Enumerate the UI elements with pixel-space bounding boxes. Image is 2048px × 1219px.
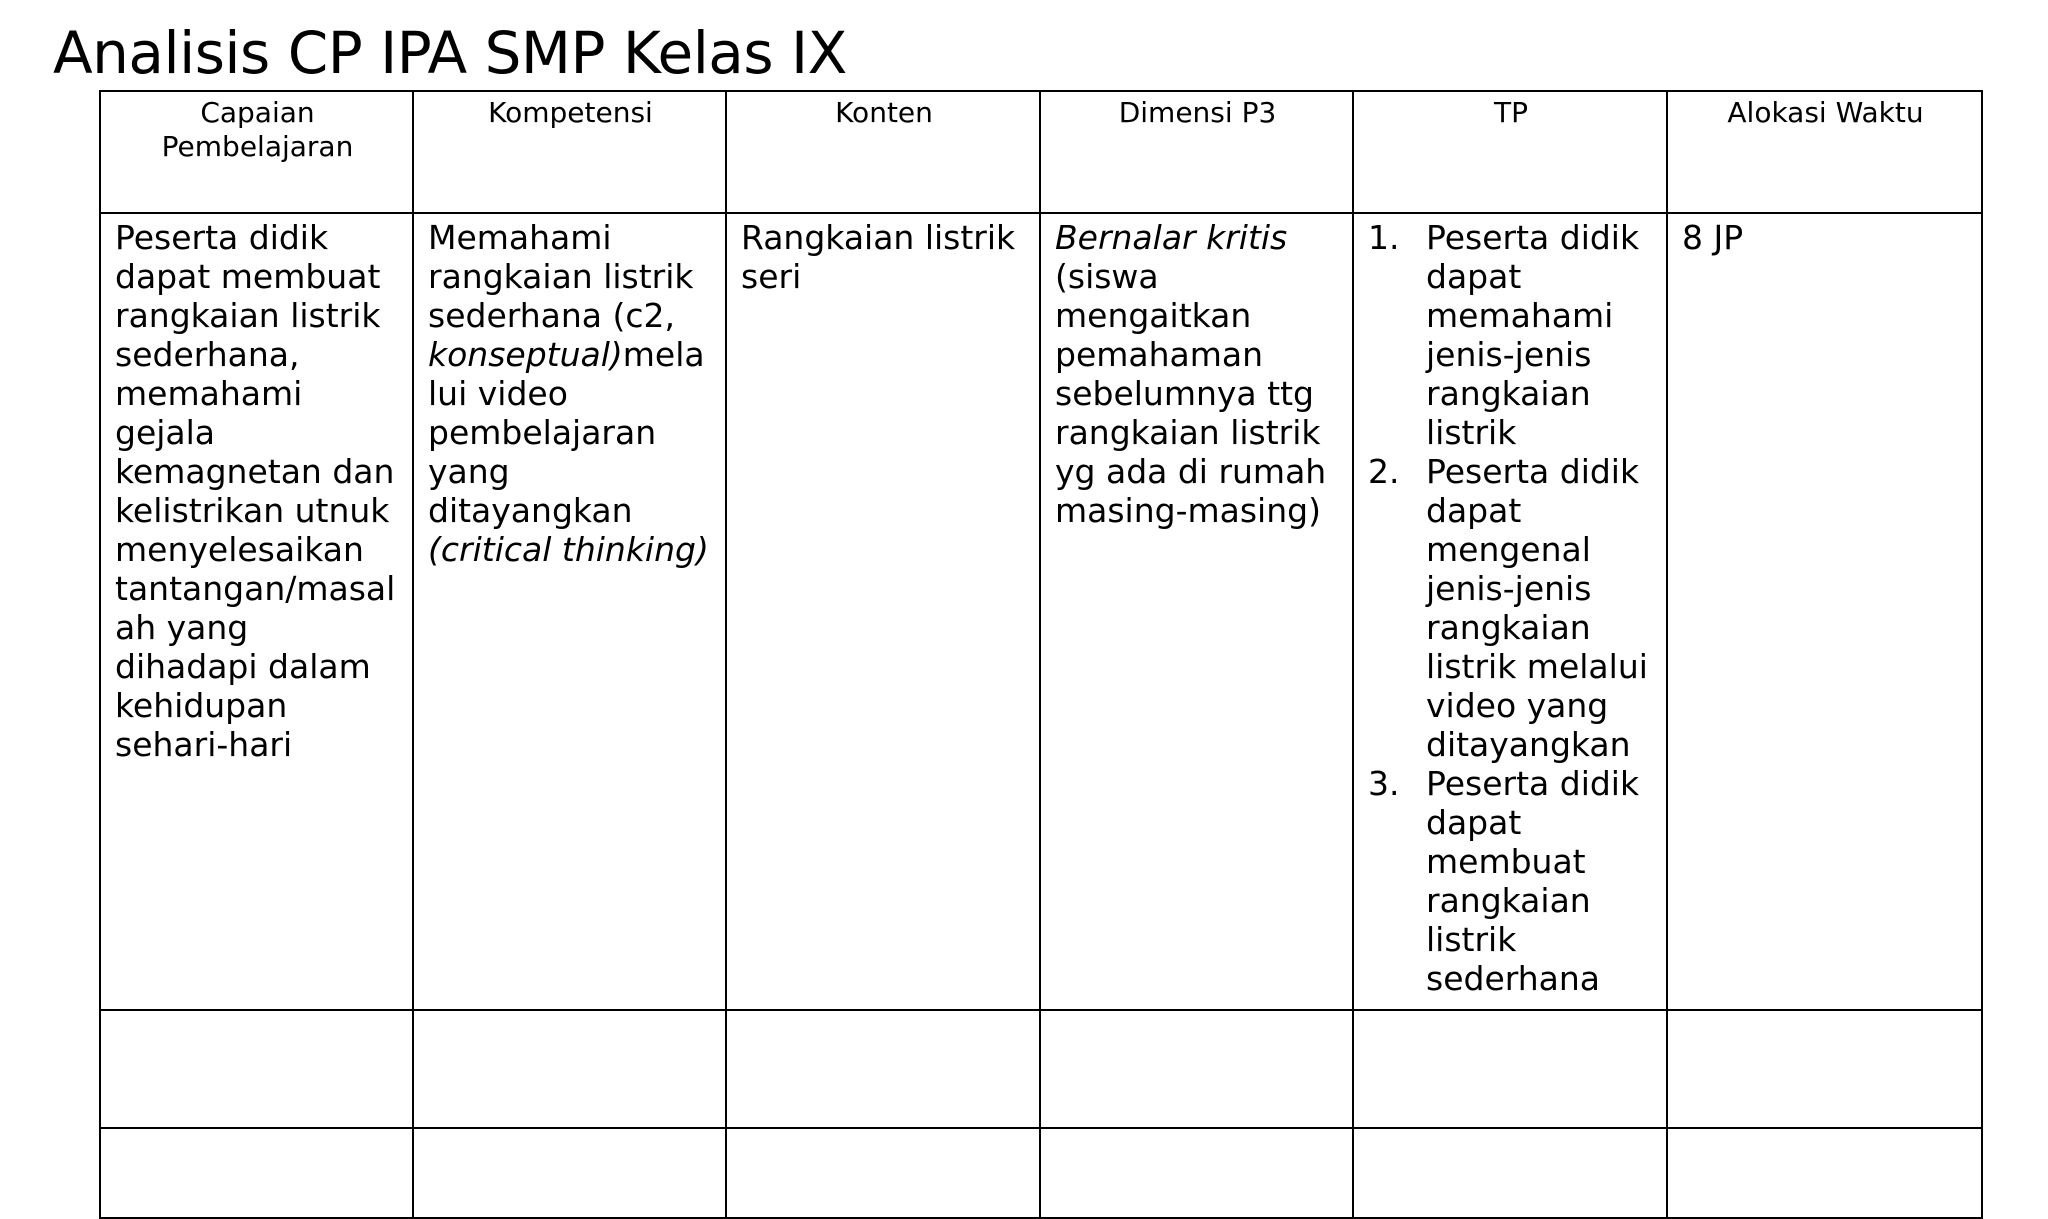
empty-cell	[726, 1010, 1040, 1128]
empty-cell	[100, 1010, 413, 1128]
table-row-empty	[100, 1010, 1982, 1128]
empty-cell	[726, 1128, 1040, 1218]
tp-list-item: Peserta didik dapat membuat rangkaian listrik sederhana	[1426, 764, 1640, 998]
cell-capaian	[100, 213, 413, 1010]
empty-cell	[413, 1128, 726, 1218]
konten-text: Rangkaian listrik seri	[741, 218, 1016, 296]
tp-list-item: Peserta didik dapat memahami jenis-jenis rangkaian listrik	[1426, 218, 1640, 452]
kompetensi-part-1: Memahami rangkaian listrik sederhana (c2,	[428, 218, 694, 335]
table-header-row	[100, 91, 1982, 213]
empty-cell	[1040, 1010, 1353, 1128]
header-kompetensi: Kompetensi	[413, 91, 726, 213]
dimensi-text	[1055, 218, 1340, 530]
cell-kompetensi	[413, 213, 726, 1010]
table-row-empty	[100, 1128, 1982, 1218]
dimensi-rest: (siswa mengaitkan pemahaman sebelumnya ttg rangkaian listrik yg ada di rumah masing-masing)	[1055, 257, 1327, 530]
empty-cell	[413, 1010, 726, 1128]
empty-cell	[1040, 1128, 1353, 1218]
tp-list-item: Peserta didik dapat mengenal jenis-jenis rangkaian listrik melalui video yang ditayangkan	[1426, 452, 1648, 764]
empty-cell	[1353, 1010, 1667, 1128]
cell-dimensi-p3	[1040, 213, 1353, 1010]
header-capaian-pembelajaran: Capaian Pembelajaran	[100, 91, 413, 213]
alokasi-text: 8 JP	[1682, 218, 1744, 257]
empty-cell	[1353, 1128, 1667, 1218]
tp-list	[1368, 218, 1654, 998]
header-alokasi-waktu: Alokasi Waktu	[1667, 91, 1982, 213]
header-konten: Konten	[726, 91, 1040, 213]
header-dimensi-p3: Dimensi P3	[1040, 91, 1353, 213]
cp-analysis-table	[99, 90, 1983, 1219]
capaian-text: Peserta didik dapat membuat rangkaian listrik sederhana, memahami gejala kemagnetan dan kelistrikan utnuk menyelesaikan tantangan/masalah yang dihadapi dalam kehidupan sehari-hari	[115, 218, 396, 764]
cell-konten	[726, 213, 1040, 1010]
kompetensi-part-4: (critical thinking)	[428, 530, 709, 569]
kompetensi-text	[428, 218, 713, 569]
empty-cell	[1667, 1010, 1982, 1128]
cell-alokasi-waktu	[1667, 213, 1982, 1010]
dimensi-italic: Bernalar kritis	[1055, 218, 1288, 257]
cell-tp	[1353, 213, 1667, 1010]
page-title: Analisis CP IPA SMP Kelas IX	[53, 19, 847, 87]
table-row	[100, 213, 1982, 1010]
kompetensi-part-2: konseptual)	[428, 335, 623, 374]
empty-cell	[100, 1128, 413, 1218]
header-tp: TP	[1353, 91, 1667, 213]
kompetensi-part-3: melalui video pembelajaran yang ditayangkan	[428, 335, 705, 530]
empty-cell	[1667, 1128, 1982, 1218]
